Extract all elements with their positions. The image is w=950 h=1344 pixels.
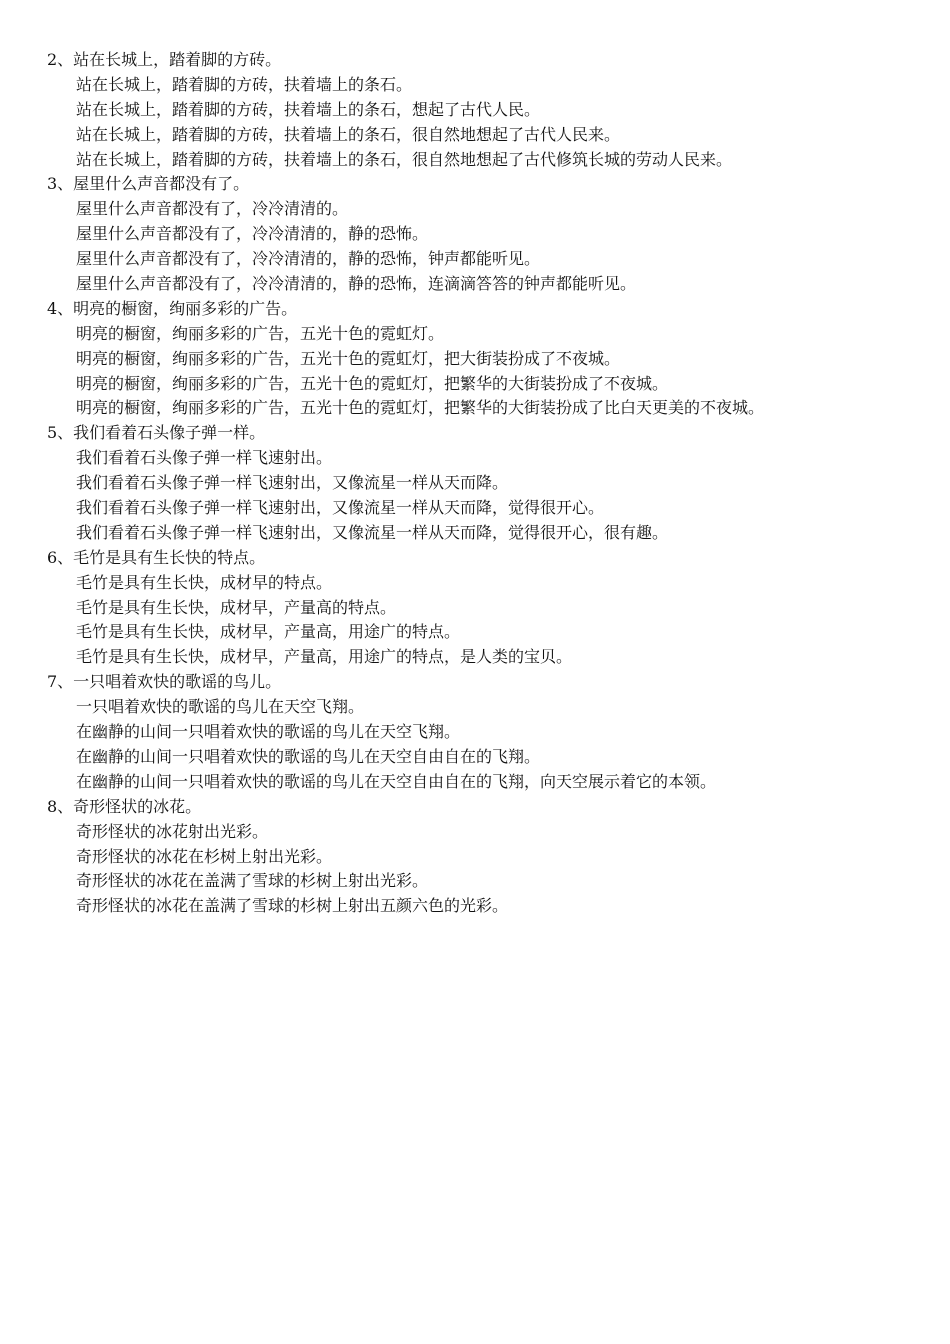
expanded-sentence: 屋里什么声音都没有了，冷冷清清的，静的恐怖，连滴滴答答的钟声都能听见。: [76, 274, 637, 294]
section-heading: 4、明亮的橱窗，绚丽多彩的广告。: [47, 298, 298, 318]
section-heading: 7、一只唱着欢快的歌谣的鸟儿。: [47, 672, 282, 692]
exercise-section-4: [47, 297, 937, 421]
expanded-sentence: 奇形怪状的冰花射出光彩。: [76, 821, 269, 841]
expanded-sentence: 站在长城上，踏着脚的方砖，扶着墙上的条石，很自然地想起了古代修筑长城的劳动人民来。: [76, 149, 733, 169]
section-heading: 5、我们看着石头像子弹一样。: [47, 423, 266, 443]
exercise-section-2: [47, 48, 937, 172]
exercise-list: [47, 48, 937, 919]
expanded-sentence: 在幽静的山间一只唱着欢快的歌谣的鸟儿在天空自由自在的飞翔。: [76, 746, 541, 766]
expanded-sentence: 屋里什么声音都没有了，冷冷清清的，静的恐怖，钟声都能听见。: [76, 249, 541, 269]
exercise-section-5: [47, 421, 937, 545]
expanded-sentence: 一只唱着欢快的歌谣的鸟儿在天空飞翔。: [76, 697, 365, 717]
exercise-section-6: [47, 546, 937, 670]
exercise-section-8: [47, 795, 937, 919]
expanded-sentence: 毛竹是具有生长快，成材早，产量高，用途广的特点，是人类的宝贝。: [76, 647, 573, 667]
expanded-sentence: 明亮的橱窗，绚丽多彩的广告，五光十色的霓虹灯，把大街装扮成了不夜城。: [76, 348, 621, 368]
expanded-sentence: 在幽静的山间一只唱着欢快的歌谣的鸟儿在天空自由自在的飞翔，向天空展示着它的本领。: [76, 771, 717, 791]
exercise-section-7: [47, 670, 937, 794]
expanded-sentence: 我们看着石头像子弹一样飞速射出，又像流星一样从天而降。: [76, 473, 509, 493]
section-heading: 2、站在长城上，踏着脚的方砖。: [47, 50, 282, 69]
section-heading: 3、屋里什么声音都没有了。: [47, 174, 250, 194]
expanded-sentence: 奇形怪状的冰花在盖满了雪球的杉树上射出五颜六色的光彩。: [76, 896, 509, 916]
expanded-sentence: 明亮的橱窗，绚丽多彩的广告，五光十色的霓虹灯。: [76, 323, 445, 343]
section-heading: 6、毛竹是具有生长快的特点。: [47, 547, 266, 567]
expanded-sentence: 屋里什么声音都没有了，冷冷清清的。: [76, 199, 349, 219]
expanded-sentence: 站在长城上，踏着脚的方砖，扶着墙上的条石，想起了古代人民。: [76, 99, 541, 119]
expanded-sentence: 在幽静的山间一只唱着欢快的歌谣的鸟儿在天空飞翔。: [76, 722, 461, 742]
expanded-sentence: 明亮的橱窗，绚丽多彩的广告，五光十色的霓虹灯，把繁华的大街装扮成了不夜城。: [76, 373, 669, 393]
expanded-sentence: 毛竹是具有生长快，成材早的特点。: [76, 572, 333, 592]
expanded-sentence: 奇形怪状的冰花在杉树上射出光彩。: [76, 846, 333, 866]
expanded-sentence: 站在长城上，踏着脚的方砖，扶着墙上的条石。: [76, 74, 413, 94]
expanded-sentence: 毛竹是具有生长快，成材早，产量高的特点。: [76, 597, 397, 617]
expanded-sentence: 我们看着石头像子弹一样飞速射出，又像流星一样从天而降，觉得很开心，很有趣。: [76, 522, 669, 542]
expanded-sentence: 毛竹是具有生长快，成材早，产量高，用途广的特点。: [76, 622, 461, 642]
expanded-sentence: 屋里什么声音都没有了，冷冷清清的，静的恐怖。: [76, 224, 429, 244]
expanded-sentence: 站在长城上，踏着脚的方砖，扶着墙上的条石，很自然地想起了古代人民来。: [76, 124, 621, 144]
expanded-sentence: 我们看着石头像子弹一样飞速射出。: [76, 448, 333, 468]
expanded-sentence: 奇形怪状的冰花在盖满了雪球的杉树上射出光彩。: [76, 871, 429, 891]
expanded-sentence: 明亮的橱窗，绚丽多彩的广告，五光十色的霓虹灯，把繁华的大街装扮成了比白天更美的不夜城。: [76, 398, 765, 418]
exercise-section-3: [47, 172, 937, 296]
section-heading: 8、奇形怪状的冰花。: [47, 796, 202, 816]
expanded-sentence: 我们看着石头像子弹一样飞速射出，又像流星一样从天而降，觉得很开心。: [76, 498, 605, 518]
